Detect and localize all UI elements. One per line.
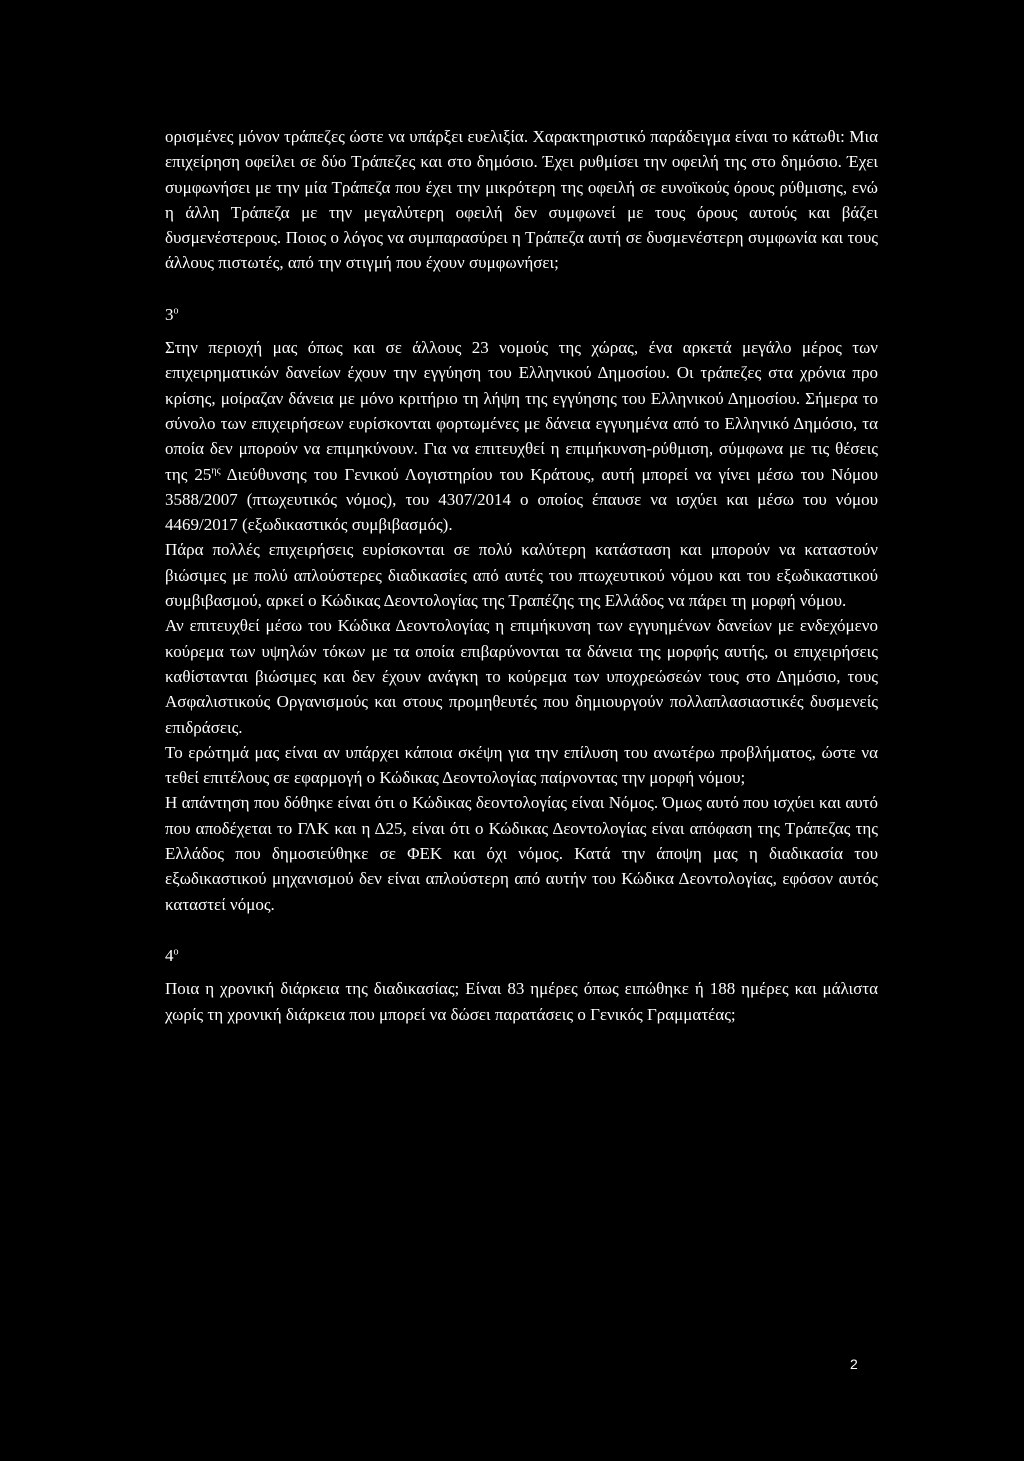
- intro-paragraph: ορισμένες μόνον τράπεζες ώστε να υπάρξει ευελιξία. Χαρακτηριστικό παράδειγμα είναι το κάτωθι: Μια επιχείρηση οφείλει σε δύο Τράπεζες και στο δημόσιο. Έχει ρυθμίσει την οφειλή της στο δημόσιο. Έχει συμφωνήσει με την μία Τράπεζα που έχει την μικρότερη της οφειλή σε ευνοϊκούς όρους ρύθμισης, ενώ η άλλη Τράπεζα με την μεγαλύτερη οφειλή δεν συμφωνεί με τους όρους αυτούς και βάζει δυσμενέστερους. Ποιος ο λόγος να συμπαρασύρει η Τράπεζα αυτή σε δυσμενέστερη συμφωνία και τους άλλους πιστωτές, από την στιγμή που έχουν συμφωνήσει;: [165, 127, 878, 273]
- section-3-number: 3: [165, 304, 174, 324]
- section-spacer: [165, 276, 878, 302]
- section-3-paragraph-2: Πάρα πολλές επιχειρήσεις ευρίσκονται σε πολύ καλύτερη κατάσταση και μπορούν να καταστούν βιώσιμες με πολύ απλούστερες διαδικασίες από αυτές του πτωχευτικού νόμου και του εξωδικαστικού συμβιβασμού, αρκεί ο Κώδικας Δεοντολογίας της Τραπέζης της Ελλάδος να πάρει τη μορφή νόμου.: [165, 540, 878, 611]
- section-4-ordinal: ο: [173, 946, 179, 958]
- section-3-p1-text-a: Στην περιοχή μας όπως και σε άλλους 23 νομούς της χώρας, ένα αρκετά μεγάλο μέρος των επιχειρηματικών δανείων έχουν την εγγύηση του Ελληνικού Δημοσίου. Οι τράπεζες στα χρόνια προ κρίσης, μοίραζαν δάνεια με μόνο κριτήριο τη λήψη της εγγύησης του Ελληνικού Δημοσίου. Σήμερα το σύνολο των επιχειρήσεων ευρίσκονται φορτωμένες με δάνεια εγγυημένα από το Ελληνικό Δημόσιο, τα οποία δεν μπορούν να επιμηκύνουν. Για να επιτευχθεί η επιμήκυνση-ρύθμιση, σύμφωνα με τις θέσεις της 25: [165, 338, 878, 484]
- intro-block: [165, 124, 878, 276]
- section-4-paragraph-1: Ποια η χρονική διάρκεια της διαδικασίας; Είναι 83 ημέρες όπως ειπώθηκε ή 188 ημέρες και μάλιστα χωρίς τη χρονική διάρκεια που μπορεί να δώσει παρατάσεις ο Γενικός Γραμματέας;: [165, 979, 878, 1024]
- section-3-paragraph-4: Το ερώτημά μας είναι αν υπάρχει κάποια σκέψη για την επίλυση του ανωτέρω προβλήματος, ώστε να τεθεί επιτέλους σε εφαρμογή ο Κώδικας Δεοντολογίας παίρνοντας την μορφή νόμου;: [165, 742, 878, 788]
- section-4: [165, 943, 878, 1027]
- section-4-number: 4: [165, 945, 174, 965]
- section-3-heading: [165, 302, 878, 327]
- document-page: [165, 124, 878, 1027]
- section-3: [165, 302, 878, 917]
- section-3-p1-superscript: ης: [211, 464, 221, 476]
- heading-spacer: [165, 327, 878, 335]
- section-spacer: [165, 917, 878, 943]
- heading-spacer: [165, 968, 878, 976]
- section-3-ordinal: ο: [173, 305, 179, 317]
- section-3-paragraph-3: Αν επιτευχθεί μέσω του Κώδικα Δεοντολογίας η επιμήκυνση των εγγυημένων δανείων με ενδεχόμενο κούρεμα των υψηλών τόκων με τα οποία επιβαρύνονται τα δάνεια της μορφής αυτής, οι επιχειρήσεις καθίστανται βιώσιμες και δεν έχουν ανάγκη το κούρεμα των υποχρεώσεών τους στο Δημόσιο, τους Ασφαλιστικούς Οργανισμούς και στους προμηθευτές που δημιουργούν πολλαπλασιαστικές δυσμενείς επιδράσεις.: [165, 616, 878, 737]
- section-4-heading: [165, 943, 878, 968]
- section-3-p1-text-b: Διεύθυνσης του Γενικού Λογιστηρίου του Κράτους, αυτή μπορεί να γίνει μέσω του Νόμου 3588/2007 (πτωχευτικός νόμος), του 4307/2014 ο οποίος έπαυσε να ισχύει και μέσω του νόμου 4469/2017 (εξωδικαστικός συμβιβασμός).: [165, 464, 878, 535]
- section-3-paragraph-5: Η απάντηση που δόθηκε είναι ότι ο Κώδικας δεοντολογίας είναι Νόμος. Όμως αυτό που ισχύει και αυτό που αποδέχεται το ΓΛΚ και η Δ25, είναι ότι ο Κώδικας Δεοντολογίας είναι απόφαση της Τράπεζας της Ελλάδος που δημοσιεύθηκε σε ΦΕΚ και όχι νόμος. Κατά την άποψη μας η διαδικασία του εξωδικαστικού μηχανισμού δεν είναι απλούστερη από αυτήν του Κώδικα Δεοντολογίας, εφόσον αυτός καταστεί νόμος.: [165, 793, 878, 914]
- page-number: 2: [850, 1356, 858, 1372]
- section-3-paragraph-1: [165, 335, 878, 537]
